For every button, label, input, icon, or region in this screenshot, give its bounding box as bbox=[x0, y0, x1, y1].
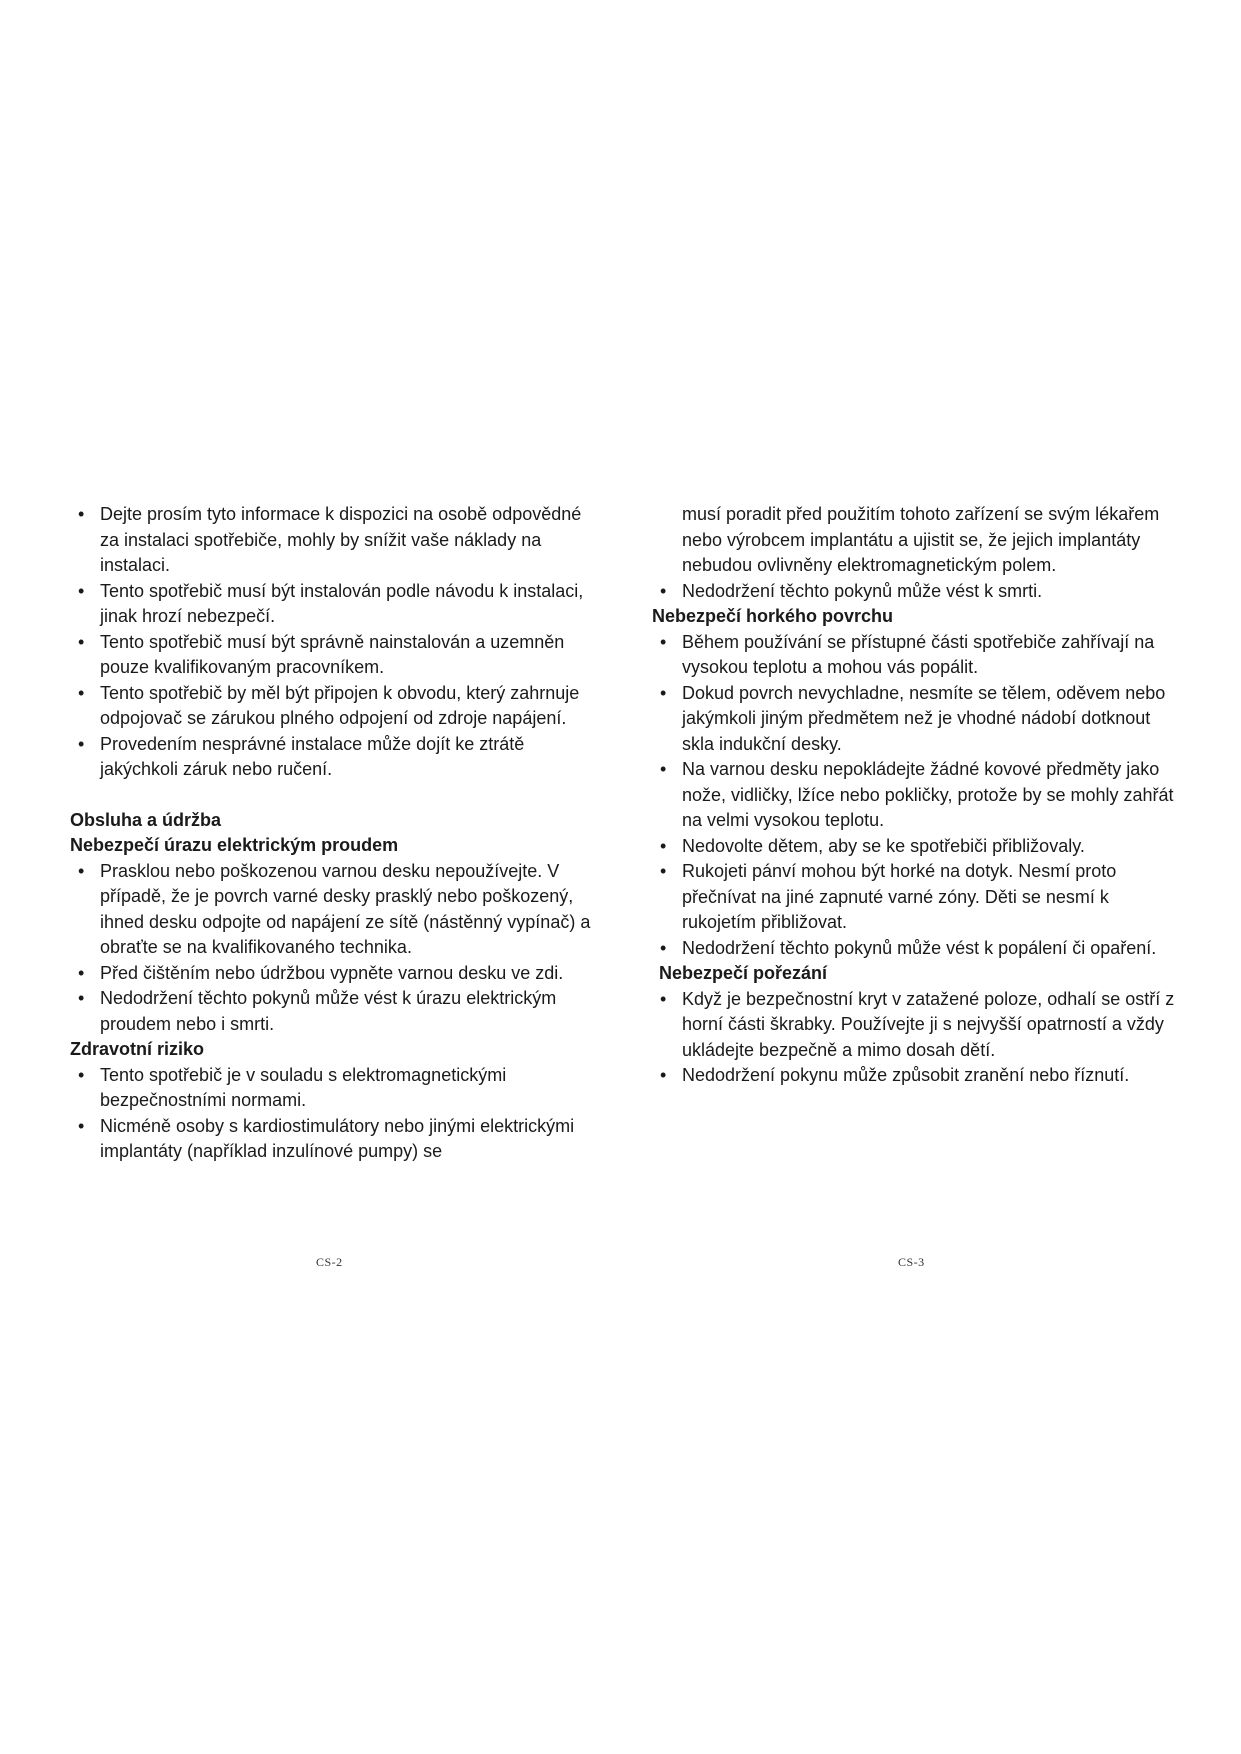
list-item: • Prasklou nebo poškozenou varnou desku nepoužívejte. V případě, že je povrch varné desky prasklý nebo poškozený, ihned desku odpojte od napájení ze sítě (nástěnný vypínač) a obraťte se na kvalifikovaného technika. bbox=[78, 860, 591, 957]
bullet-icon: • bbox=[660, 1065, 667, 1085]
list-item: • Před čištěním nebo údržbou vypněte varnou desku ve zdi. bbox=[70, 961, 605, 987]
list-item: • Dokud povrch nevychladne, nesmíte se tělem, oděvem nebo jakýmkoli jiným předmětem než je vhodné nádobí dotknout skla indukční desky. bbox=[660, 682, 1166, 754]
bullet-icon: • bbox=[78, 962, 85, 983]
list-item: • Nedodržení těchto pokynů může vést k popálení či opaření. bbox=[652, 936, 1182, 962]
list-item: • Tento spotřebič je v souladu s elektromagnetickými bezpečnostními normami. bbox=[78, 1064, 507, 1110]
health-risk-heading: Zdravotní riziko bbox=[70, 1039, 205, 1059]
bullet-icon: • bbox=[78, 631, 85, 652]
list-item: • Na varnou desku nepokládejte žádné kovové předměty jako nože, vidličky, lžíce nebo pokličky, protože by se mohly zahřát na velmi vysokou teplotu. bbox=[660, 759, 1174, 830]
bullet-icon: • bbox=[78, 1115, 85, 1136]
electric-hazard-heading: Nebezpečí úrazu elektrickým proudem bbox=[70, 835, 399, 855]
list-item: • Nedodržení těchto pokynů může vést k úrazu elektrickým proudem nebo i smrti. bbox=[78, 988, 557, 1034]
bullet-icon: • bbox=[78, 860, 85, 881]
hot-surface-heading: Nebezpečí horkého povrchu bbox=[652, 606, 894, 626]
bullet-icon: • bbox=[78, 988, 85, 1008]
list-item: • Tento spotřebič musí být instalován podle návodu k instalaci, jinak hrozí nebezpečí. bbox=[78, 580, 584, 626]
bullet-icon: • bbox=[660, 861, 667, 881]
list-item: • Během používání se přístupné části spotřebiče zahřívají na vysokou teplotu a mohou vás popálit. bbox=[660, 631, 1155, 677]
bullet-icon: • bbox=[78, 504, 85, 524]
list-item: • Nedodržení těchto pokynů může vést k smrti. bbox=[652, 579, 1182, 605]
list-item: • Dejte prosím tyto informace k dispozici na osobě odpovědné za instalaci spotřebiče, mohly by snížit vaše náklady na instalaci. bbox=[78, 504, 582, 575]
cut-hazard-heading: Nebezpečí pořezání bbox=[659, 963, 828, 983]
list-item: • Nedovolte dětem, aby se ke spotřebiči přibližovaly. bbox=[652, 834, 1182, 860]
page-number-right: CS-3 bbox=[898, 1255, 925, 1269]
bullet-icon: • bbox=[660, 759, 667, 779]
bullet-icon: • bbox=[78, 1064, 85, 1085]
bullet-icon: • bbox=[78, 733, 85, 754]
section-title: Obsluha a údržba bbox=[70, 809, 222, 830]
bullet-icon: • bbox=[660, 631, 667, 652]
bullet-icon: • bbox=[78, 682, 85, 703]
bullet-icon: • bbox=[660, 988, 667, 1009]
page-number-left: CS-2 bbox=[316, 1255, 343, 1269]
list-item: • Nedodržení pokynu může způsobit zranění nebo říznutí. bbox=[652, 1063, 1182, 1089]
left-page-column bbox=[70, 502, 605, 1165]
bullet-icon: • bbox=[660, 835, 667, 856]
list-item: • Provedením nesprávné instalace může dojít ke ztrátě jakýchkoli záruk nebo ručení. bbox=[78, 733, 525, 779]
list-item: • Když je bezpečnostní kryt v zatažené poloze, odhalí se ostří z horní části škrabky. Používejte ji s nejvyšší opatrností a vždy ukládejte bezpečně a mimo dosah dětí. bbox=[660, 988, 1175, 1060]
bullet-icon: • bbox=[78, 580, 85, 601]
list-item: • Tento spotřebič by měl být připojen k obvodu, který zahrnuje odpojovač se zárukou plného odpojení od zdroje napájení. bbox=[78, 682, 580, 728]
list-item: • Rukojeti pánví mohou být horké na dotyk. Nesmí proto přečnívat na jiné zapnuté varné zóny. Děti se nesmí k rukojetím přibližovat. bbox=[660, 861, 1117, 932]
spacer bbox=[70, 783, 605, 808]
list-item: • Nicméně osoby s kardiostimulátory nebo jinými elektrickými implantáty (například inzulínové pumpy) se bbox=[78, 1115, 575, 1161]
bullet-icon: • bbox=[660, 580, 667, 601]
bullet-icon: • bbox=[660, 682, 667, 703]
list-item: • Tento spotřebič musí být správně nainstalován a uzemněn pouze kvalifikovaným pracovníkem. bbox=[78, 631, 565, 677]
right-page-column bbox=[652, 502, 1182, 1089]
continued-text: musí poradit před použitím tohoto zařízení se svým lékařem nebo výrobcem implantátu a ujistit se, že jejich implantáty nebudou ovlivněny elektromagnetickým polem. bbox=[682, 504, 1160, 575]
bullet-icon: • bbox=[660, 937, 667, 958]
